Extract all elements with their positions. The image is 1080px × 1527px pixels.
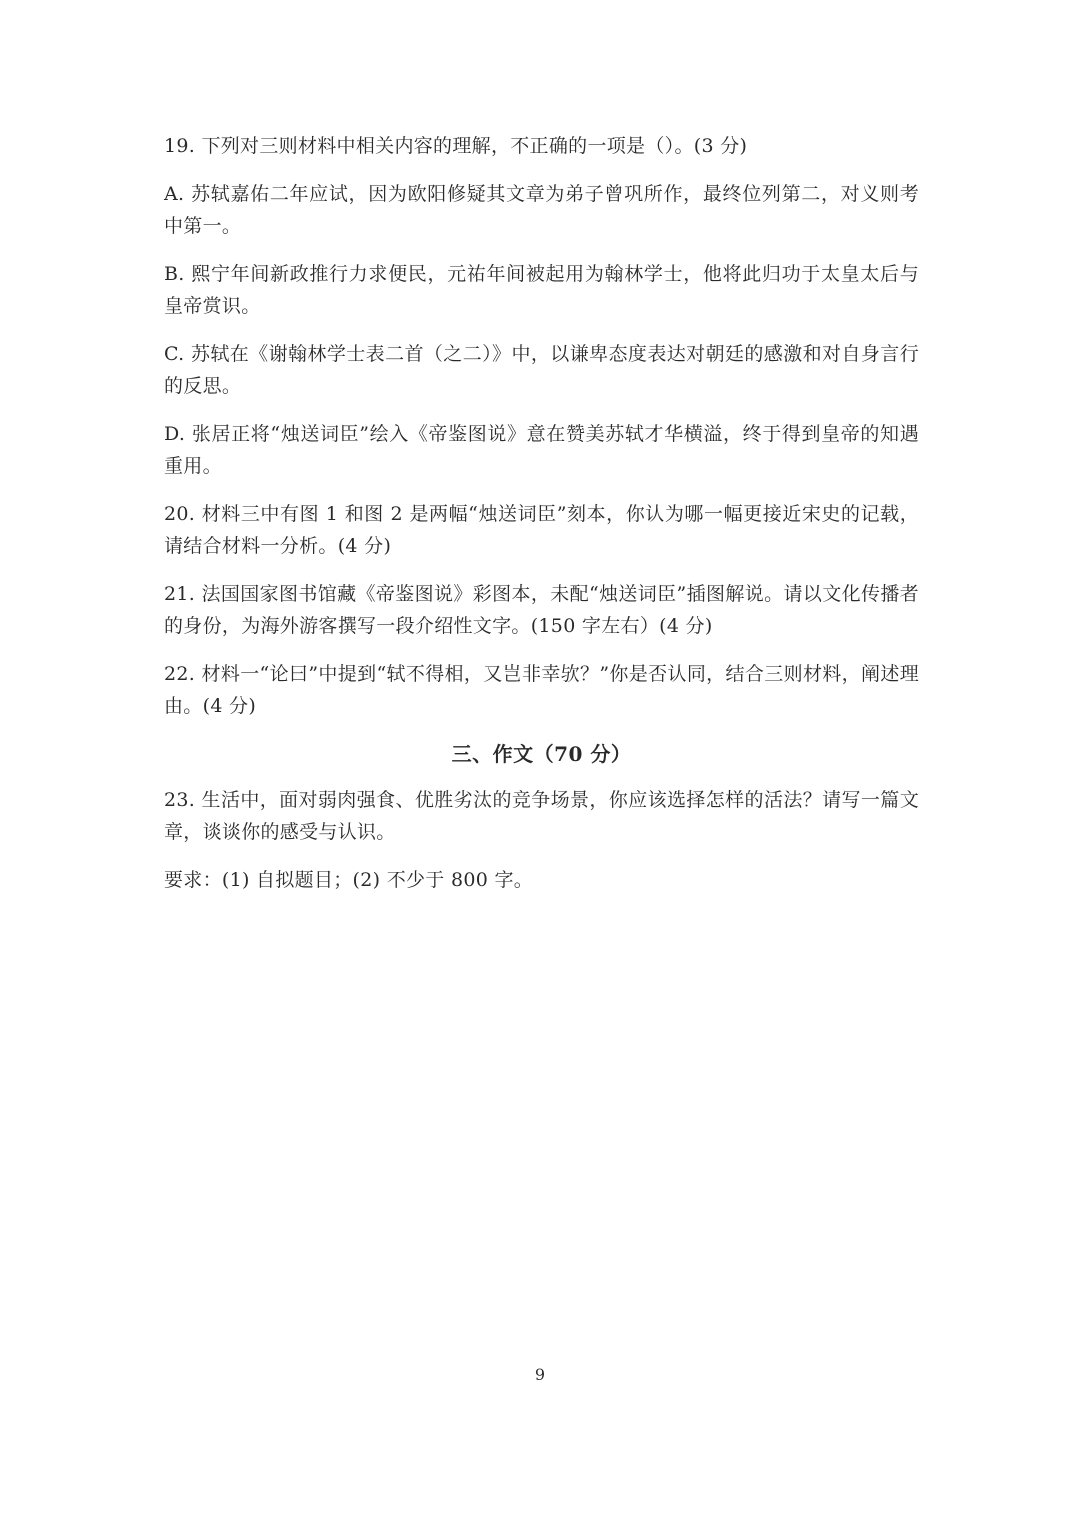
page-number: 9 <box>534 1365 546 1384</box>
question-19: 19. 下列对三则材料中相关内容的理解，不正确的一项是（）。(3 分) <box>164 135 748 157</box>
question-20: 20. 材料三中有图 1 和图 2 是两幅“烛送词臣”刻本，你认为哪一幅更接近宋史的记载，请结合材料一分析。(4 分) <box>164 503 919 557</box>
section-title-essay: 三、作文（70 分） <box>451 742 632 766</box>
question-21: 21. 法国国家图书馆藏《帝鉴图说》彩图本，未配“烛送词臣”插图解说。请以文化传播者的身份，为海外游客撰写一段介绍性文字。(150 字左右）(4 分) <box>164 583 919 637</box>
option-a: A. 苏轼嘉佑二年应试，因为欧阳修疑其文章为弟子曾巩所作，最终位列第二，对义则考中第一。 <box>164 183 919 237</box>
essay-requirements: 要求：(1) 自拟题目；(2) 不少于 800 字。 <box>164 869 534 891</box>
option-d: D. 张居正将“烛送词臣”绘入《帝鉴图说》意在赞美苏轼才华横溢，终于得到皇帝的知遇重用。 <box>164 423 919 477</box>
page-content <box>164 130 919 912</box>
option-b: B. 熙宁年间新政推行力求便民，元祐年间被起用为翰林学士，他将此归功于太皇太后与皇帝赏识。 <box>164 263 919 317</box>
question-22: 22. 材料一“论曰”中提到“轼不得相，又岂非幸欤？”你是否认同，结合三则材料，阐述理由。(4 分) <box>164 663 919 717</box>
question-23: 23. 生活中，面对弱肉强食、优胜劣汰的竞争场景，你应该选择怎样的活法？请写一篇文章，谈谈你的感受与认识。 <box>164 789 919 843</box>
option-c: C. 苏轼在《谢翰林学士表二首（之二）》中，以谦卑态度表达对朝廷的感激和对自身言行的反思。 <box>164 343 919 397</box>
